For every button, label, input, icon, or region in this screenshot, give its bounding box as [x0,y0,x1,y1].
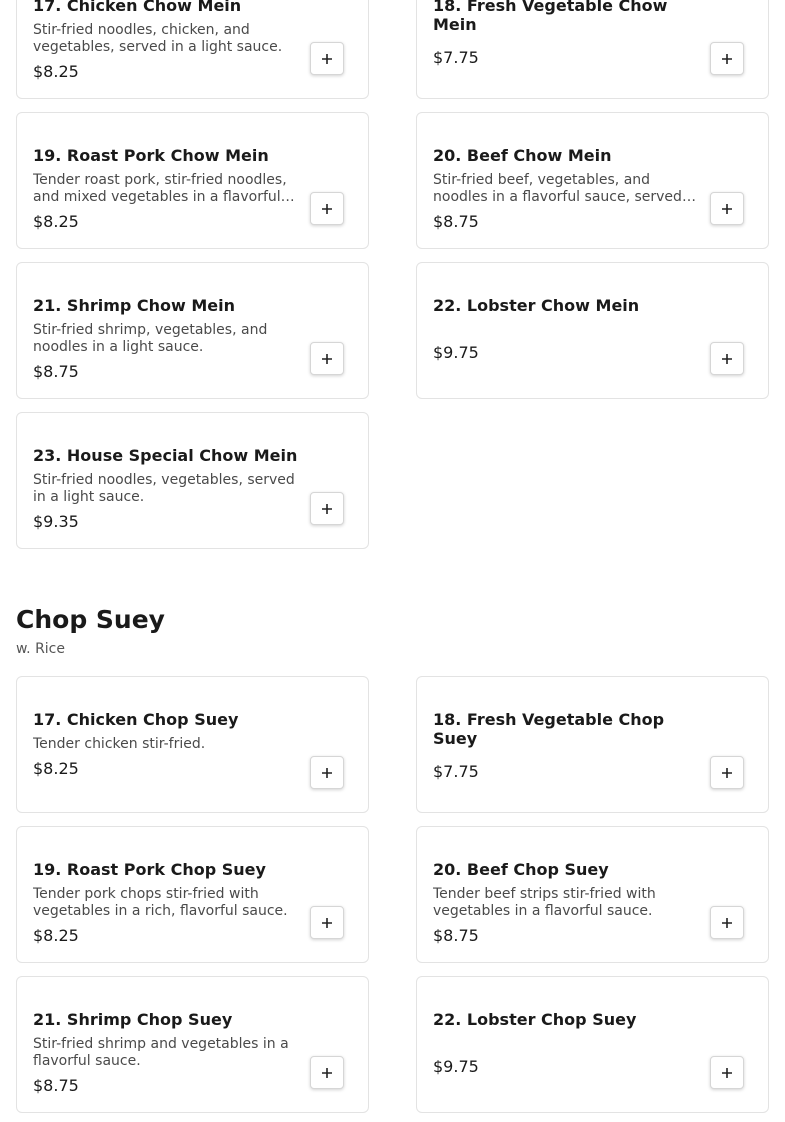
menu-item-card[interactable] [416,0,769,99]
menu-item-price: $9.75 [433,1057,479,1076]
menu-item-price: $9.35 [33,512,79,531]
menu-item-card[interactable] [16,976,369,1113]
menu-item-price: $8.75 [33,362,79,381]
menu-item-price: $7.75 [433,48,479,67]
menu-item-card[interactable] [16,262,369,399]
plus-icon [321,53,333,65]
menu-item-name: 19. Roast Pork Chop Suey [33,860,266,879]
menu-item-card[interactable] [16,412,369,549]
menu-item-description: Stir-fried shrimp, vegetables, and noodles in a light sauce. [33,322,268,355]
menu-item-name: 20. Beef Chop Suey [433,860,609,879]
plus-icon [321,203,333,215]
menu-item-name: 22. Lobster Chow Mein [433,296,640,315]
menu-item-info [433,296,698,386]
chop-suey-grid [16,676,769,1113]
plus-icon [321,1067,333,1079]
menu-item-description: Tender chicken stir-fried. [33,736,206,752]
menu-item-description: Tender pork chops stir-fried with vegetables in a rich, flavorful sauce. [33,886,288,919]
add-to-cart-button[interactable] [310,342,344,375]
menu-item-price: $8.25 [33,759,79,778]
plus-icon [321,767,333,779]
menu-item-description: Stir-fried shrimp and vegetables in a flavorful sauce. [33,1036,289,1069]
menu-item-price: $9.75 [433,343,479,362]
add-to-cart-button[interactable] [710,342,744,375]
menu-item-card[interactable] [416,976,769,1113]
plus-icon [721,53,733,65]
add-to-cart-button[interactable] [710,192,744,225]
plus-icon [321,917,333,929]
section-title-chop-suey: Chop Suey [16,605,165,634]
add-to-cart-button[interactable] [710,42,744,75]
chow-mein-grid [16,0,769,549]
menu-item-name: 21. Shrimp Chop Suey [33,1010,233,1029]
menu-item-card[interactable] [16,112,369,249]
menu-item-card[interactable] [416,676,769,813]
add-to-cart-button[interactable] [310,192,344,225]
menu-item-description: Stir-fried noodles, vegetables, served in a light sauce. [33,472,295,505]
add-to-cart-button[interactable] [310,42,344,75]
menu-item-price: $7.75 [433,762,479,781]
menu-item-name: 23. House Special Chow Mein [33,446,298,465]
section-subtitle-chop-suey: w. Rice [16,641,65,657]
menu-item-description: Stir-fried noodles, chicken, and vegetables, served in a light sauce. [33,22,283,55]
menu-item-card[interactable] [416,262,769,399]
menu-item-name: 20. Beef Chow Mein [433,146,612,165]
menu-item-card[interactable] [416,112,769,249]
menu-item-info [433,1010,698,1100]
add-to-cart-button[interactable] [710,1056,744,1089]
menu-item-description: Tender beef strips stir-fried with vegetables in a flavorful sauce. [433,886,656,919]
menu-item-name: 17. Chicken Chow Mein [33,0,242,15]
menu-item-description: Stir-fried beef, vegetables, and noodles in a flavorful sauce, served [433,172,682,205]
menu-item-name: 17. Chicken Chop Suey [33,710,239,729]
menu-item-card[interactable] [416,826,769,963]
menu-item-name: 21. Shrimp Chow Mein [33,296,236,315]
menu-item-name: 18. Fresh Vegetable Chow Mein [433,0,668,34]
plus-icon [721,353,733,365]
plus-icon [321,353,333,365]
plus-icon [721,917,733,929]
menu-item-price: $8.25 [33,926,79,945]
add-to-cart-button[interactable] [310,492,344,525]
menu-item-card[interactable] [16,676,369,813]
plus-icon [721,1067,733,1079]
menu-item-price: $8.25 [33,212,79,231]
plus-icon [721,203,733,215]
add-to-cart-button[interactable] [710,906,744,939]
menu-item-name: 19. Roast Pork Chow Mein [33,146,269,165]
menu-item-info [433,710,698,800]
add-to-cart-button[interactable] [310,1056,344,1089]
menu-item-name: 22. Lobster Chop Suey [433,1010,637,1029]
plus-icon [321,503,333,515]
menu-item-price: $8.75 [433,926,479,945]
menu-item-info [33,710,298,800]
menu-item-price: $8.75 [433,212,479,231]
add-to-cart-button[interactable] [710,756,744,789]
add-to-cart-button[interactable] [310,906,344,939]
plus-icon [721,767,733,779]
add-to-cart-button[interactable] [310,756,344,789]
menu-item-card[interactable] [16,0,369,99]
menu-item-card[interactable] [16,826,369,963]
menu-item-price: $8.25 [33,62,79,81]
menu-item-name: 18. Fresh Vegetable Chop Suey [433,710,665,748]
menu-item-info [433,0,698,86]
menu-item-price: $8.75 [33,1076,79,1095]
menu-item-description: Tender roast pork, stir-fried noodles, and mixed vegetables in a flavorful [33,172,287,205]
